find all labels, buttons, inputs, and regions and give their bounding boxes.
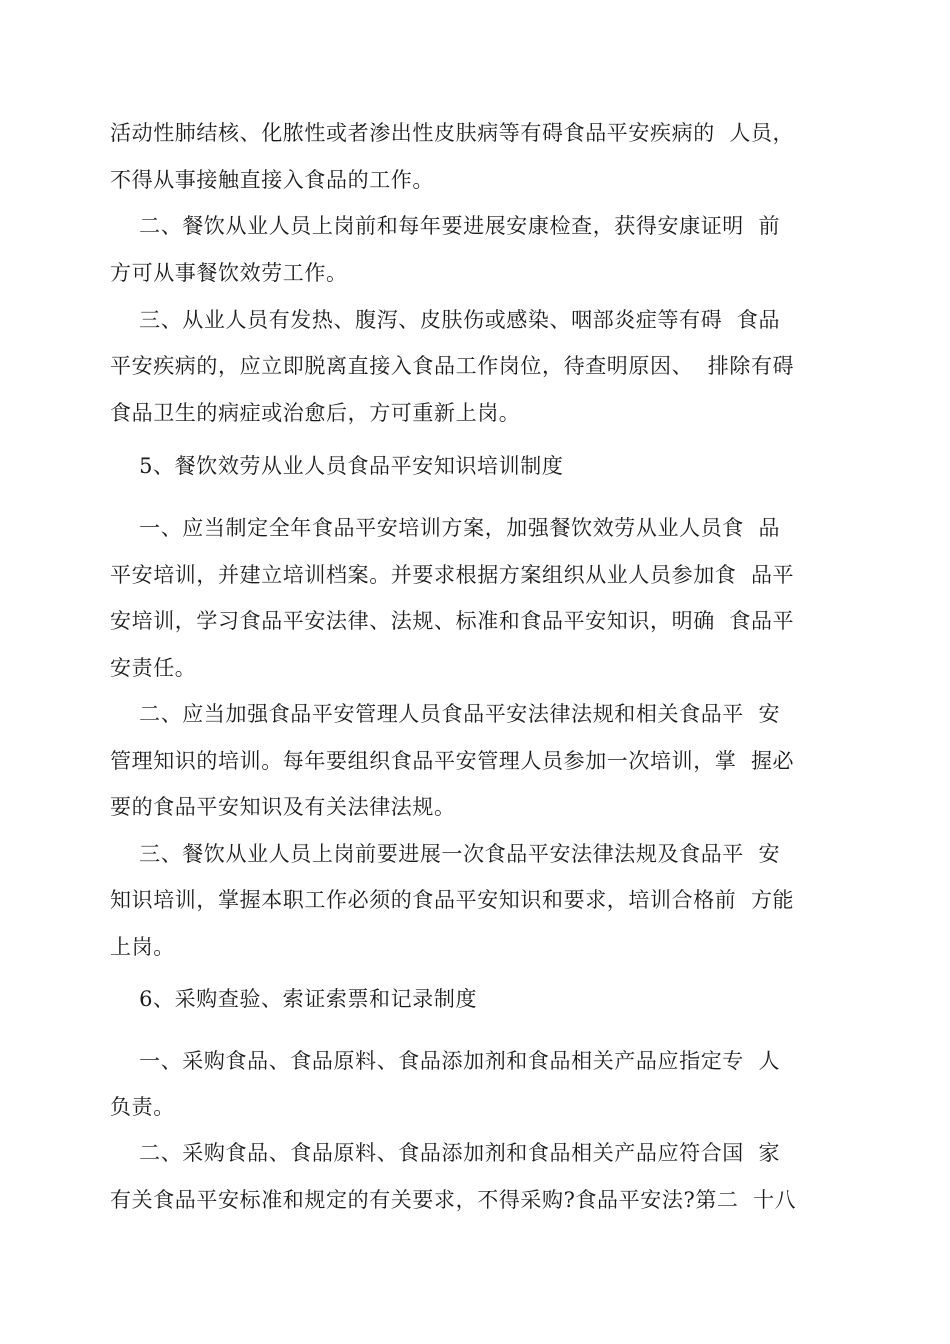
text-line: 有关食品平安标准和规定的有关要求，不得采购?食品平安法?第二 十八 <box>110 1188 797 1212</box>
text-line: 平安培训，并建立培训档案。并要求根据方案组织从业人员参加食 品平 <box>110 563 795 587</box>
text-line: 上岗。 <box>110 935 175 959</box>
text-line: 不得从事接触直接入食品的工作。 <box>110 168 434 192</box>
text-line: 要的食品平安知识及有关法律法规。 <box>110 795 456 819</box>
text-line: 一、应当制定全年食品平安培训方案，加强餐饮效劳从业人员食 品 <box>110 516 781 540</box>
section-heading: 5、餐饮效劳从业人员食品平安知识培训制度 <box>110 454 564 478</box>
text-line: 平安疾病的，应立即脱离直接入食品工作岗位，待查明原因、 排除有碍 <box>110 354 795 378</box>
text-line: 三、餐饮从业人员上岗前要进展一次食品平安法律法规及食品平 安 <box>110 842 781 866</box>
text-line: 方可从事餐饮效劳工作。 <box>110 261 348 285</box>
text-line: 二、采购食品、食品原料、食品添加剂和食品相关产品应符合国 家 <box>110 1141 781 1165</box>
text-line: 负责。 <box>110 1095 175 1119</box>
text-line: 安责任。 <box>110 656 197 680</box>
text-line: 管理知识的培训。每年要组织食品平安管理人员参加一次培训，掌 握必 <box>110 749 795 773</box>
text-line: 二、餐饮从业人员上岗前和每年要进展安康检查，获得安康证明 前 <box>110 214 781 238</box>
text-line: 知识培训，掌握本职工作必须的食品平安知识和要求，培训合格前 方能 <box>110 888 795 912</box>
text-line: 三、从业人员有发热、腹泻、皮肤伤或感染、咽部炎症等有碍 食品 <box>110 308 781 332</box>
text-line: 活动性肺结核、化脓性或者渗出性皮肤病等有碍食品平安疾病的 人员， <box>110 121 795 145</box>
section-heading: 6、采购查验、索证索票和记录制度 <box>110 987 478 1011</box>
text-line: 一、采购食品、食品原料、食品添加剂和食品相关产品应指定专 人 <box>110 1049 781 1073</box>
text-line: 安培训，学习食品平安法律、法规、标准和食品平安知识，明确 食品平 <box>110 609 795 633</box>
text-line: 食品卫生的病症或治愈后，方可重新上岗。 <box>110 401 521 425</box>
text-line: 二、应当加强食品平安管理人员食品平安法律法规和相关食品平 安 <box>110 702 781 726</box>
